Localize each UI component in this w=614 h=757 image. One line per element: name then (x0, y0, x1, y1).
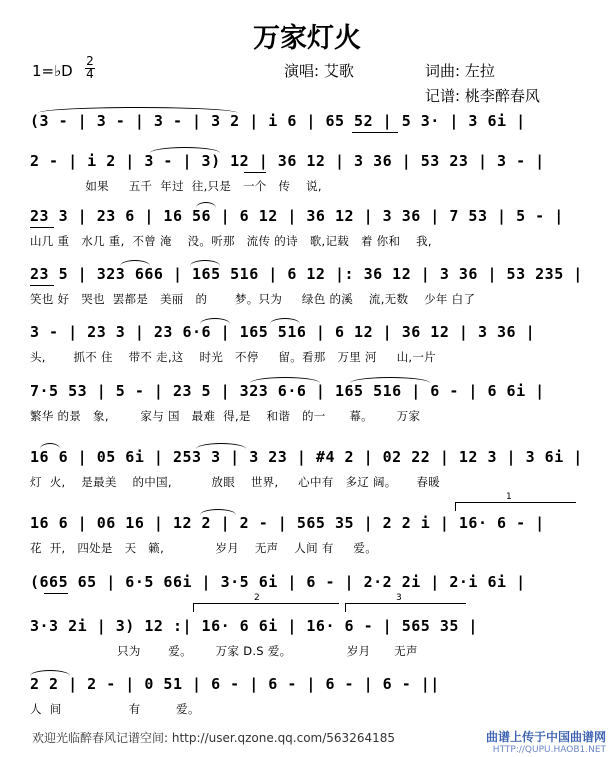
tie-mark (196, 202, 216, 208)
tie-mark (30, 670, 70, 676)
song-title: 万家灯火 (253, 23, 361, 54)
notation-row: (3 - | 3 - | 3 - | 3 2 | i 6 | 65 52 | 5 3· | 3 6i | (30, 112, 526, 130)
underline-mark (30, 285, 54, 286)
lyric-row: 如果 五千 年过 往,只是 一个 传 说, (30, 179, 322, 193)
volta-label: 3 (396, 593, 402, 603)
tie-mark (120, 260, 150, 266)
tie-mark (40, 443, 60, 449)
tie-mark (350, 377, 430, 383)
watermark-line-2: HTTP://QUPU.HAOB1.NET (492, 745, 606, 755)
singer-credit: 演唱: 艾歌 (284, 62, 354, 80)
key-signature: 1=♭D (32, 62, 73, 80)
tie-mark (200, 509, 236, 515)
notation-row: 3·3 2i | 3) 12 :| 16· 6 6i | 16· 6 - | 565 35 | (30, 617, 478, 635)
volta-bracket-2 (193, 593, 339, 612)
notation-row: 2 2 | 2 - | 0 51 | 6 - | 6 - | 6 - | 6 - || (30, 675, 440, 693)
notation-row: 16 6 | 05 6i | 253 3 | 3 23 | #4 2 | 02 22 | 12 3 | 3 6i | (30, 448, 583, 466)
volta-bracket-1 (455, 492, 576, 511)
time-signature-top: 2 (86, 54, 94, 68)
tie-mark (150, 147, 220, 153)
underline-mark (352, 132, 398, 133)
lyric-row: 山几 重 水几 重, 不曾 淹 没。听那 流传 的诗 歌,记载 着 你和 我, (30, 234, 432, 248)
notation-row: 2 - | i 2 | 3 - | 3) 12 | 36 12 | 3 36 | 53 23 | 3 - | (30, 152, 545, 170)
lyric-row: 花 开, 四处是 天 籁, 岁月 无声 人间 有 爱。 (30, 541, 378, 555)
lyric-row: 灯 火, 是最美 的中国, 放眼 世界, 心中有 多辽 阔。 春暖 (30, 475, 440, 489)
site-watermark (486, 728, 606, 755)
notation-row: 7·5 53 | 5 - | 23 5 | 323 6·6 | 165 516 | 6 - | 6 6i | (30, 382, 545, 400)
tie-mark (196, 443, 246, 449)
volta-bracket-3 (345, 593, 466, 612)
underline-mark (44, 593, 68, 594)
volta-label: 1 (506, 492, 512, 502)
notation-row: (665 65 | 6·5 66i | 3·5 6i | 6 - | 2·2 2i | 2·i 6i | (30, 573, 526, 591)
lyric-row: 只为 爱。 万家 D.S 爱。 岁月 无声 (30, 644, 418, 658)
time-signature (85, 56, 95, 80)
composer-credit: 词曲: 左拉 (425, 62, 495, 80)
underline-mark (30, 227, 54, 228)
volta-label: 2 (254, 593, 260, 603)
lyric-row: 笑也 好 哭也 罢都是 美丽 的 梦。只为 绿色 的溪 流,无数 少年 白了 (30, 292, 476, 306)
notation-row: 3 - | 23 3 | 23 6·6 | 165 516 | 6 12 | 36 12 | 3 36 | (30, 323, 536, 341)
tie-mark (270, 318, 300, 324)
lyric-row: 繁华 的景 象, 家与 国 最难 得,是 和谐 的一 幕。 万家 (30, 409, 421, 423)
notation-row: 23 3 | 23 6 | 16 56 | 6 12 | 36 12 | 3 36 | 7 53 | 5 - | (30, 207, 564, 225)
watermark-line-1: 曲谱上传于中国曲谱网 (485, 730, 606, 744)
tie-mark (200, 318, 230, 324)
notation-row: 16 6 | 06 16 | 12 2 | 2 - | 565 35 | 2 2 i | 16· 6 - | (30, 514, 545, 532)
lyric-row: 人 间 有 爱。 (30, 702, 200, 716)
time-signature-bottom: 4 (86, 67, 94, 81)
tie-mark (38, 107, 238, 113)
underline-mark (244, 172, 266, 173)
transcriber-credit: 记谱: 桃李醉春风 (425, 87, 540, 105)
lyric-row: 头, 抓不 住 带不 走,这 时光 不停 留。看那 万里 河 山,一片 (30, 350, 436, 364)
tie-mark (250, 377, 320, 383)
tie-mark (190, 260, 220, 266)
footer-link-text: 欢迎光临醉春风记谱空间: http://user.qzone.qq.com/563264185 (32, 731, 396, 745)
notation-row: 23 5 | 323 666 | 165 516 | 6 12 |: 36 12 | 3 36 | 53 235 | (30, 265, 583, 283)
